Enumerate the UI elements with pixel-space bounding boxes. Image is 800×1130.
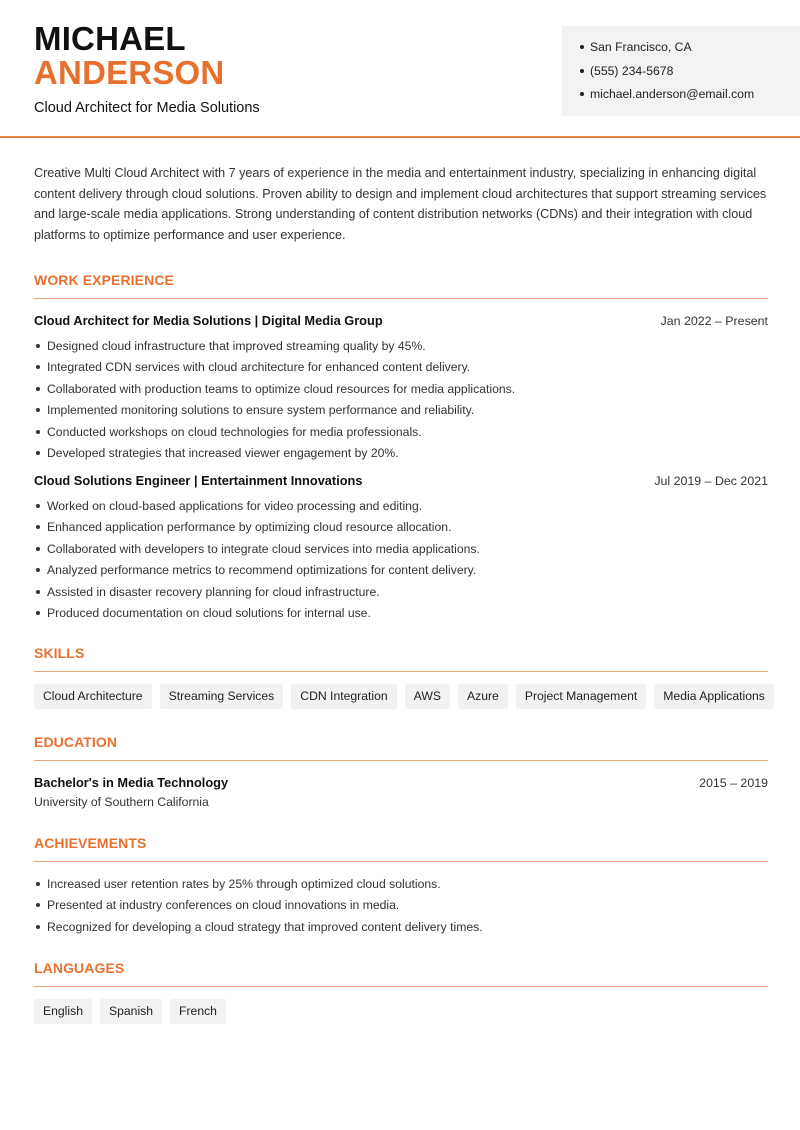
- job-bullet: Enhanced application performance by optimizing cloud resource allocation.: [34, 519, 768, 541]
- job-title: Cloud Architect for Media Solutions: [34, 100, 260, 116]
- section-title-work: WORK EXPERIENCE: [34, 272, 768, 299]
- skill-chip: AWS: [405, 684, 450, 709]
- section-title-languages: LANGUAGES: [34, 960, 768, 987]
- job-bullet: Conducted workshops on cloud technologies for media professionals.: [34, 424, 768, 446]
- job-dates: Jan 2022 – Present: [660, 313, 768, 328]
- last-name: ANDERSON: [34, 54, 225, 91]
- job-bullet: Integrated CDN services with cloud architecture for enhanced content delivery.: [34, 359, 768, 381]
- skill-chip: Project Management: [516, 684, 646, 709]
- achievement-bullet: Increased user retention rates by 25% through optimized cloud solutions.: [34, 876, 768, 898]
- job-bullet: Collaborated with developers to integrate cloud services into media applications.: [34, 541, 768, 563]
- job-bullet: Worked on cloud-based applications for video processing and editing.: [34, 498, 768, 520]
- job-bullet: Implemented monitoring solutions to ensure system performance and reliability.: [34, 402, 768, 424]
- contact-phone: (555) 234-5678: [580, 63, 800, 87]
- achievement-bullet: Recognized for developing a cloud strategy that improved content delivery times.: [34, 919, 768, 941]
- job-role: Cloud Solutions Engineer | Entertainment Innovations: [34, 472, 363, 488]
- job-bullet: Developed strategies that increased viewer engagement by 20%.: [34, 445, 768, 467]
- work-experience-section: [34, 272, 768, 627]
- contact-box: [562, 26, 800, 116]
- skill-chip: CDN Integration: [291, 684, 396, 709]
- skills-list: [34, 684, 768, 709]
- education-years: 2015 – 2019: [699, 775, 768, 790]
- education-section: [34, 734, 768, 809]
- contact-email[interactable]: michael.anderson@email.com: [580, 86, 800, 110]
- section-title-education: EDUCATION: [34, 734, 768, 761]
- languages-list: [34, 999, 768, 1024]
- contact-location: San Francisco, CA: [580, 39, 800, 63]
- resume-body: [34, 163, 768, 1024]
- first-name: MICHAEL: [34, 20, 186, 57]
- skill-chip: Cloud Architecture: [34, 684, 152, 709]
- skills-section: [34, 645, 768, 709]
- skill-chip: Streaming Services: [160, 684, 284, 709]
- section-title-skills: SKILLS: [34, 645, 768, 672]
- job-dates: Jul 2019 – Dec 2021: [654, 473, 768, 488]
- school: University of Southern California: [34, 794, 209, 809]
- degree: Bachelor's in Media Technology: [34, 774, 229, 790]
- languages-section: [34, 960, 768, 1024]
- achievement-bullet: Presented at industry conferences on cloud innovations in media.: [34, 897, 768, 919]
- job-bullet: Designed cloud infrastructure that improved streaming quality by 45%.: [34, 338, 768, 360]
- job-entry: [34, 313, 768, 467]
- summary: Creative Multi Cloud Architect with 7 years of experience in the media and entertainment industry, specializing in enhancing digital content delivery through cloud solutions. Proven ability to design and implement cloud architectures that support streaming services and large-scale media applications. Strong understanding of content distribution networks (CDNs) and their integration with cloud platforms to optimize performance and user experience.: [34, 166, 767, 243]
- skill-chip: Azure: [458, 684, 508, 709]
- job-entry: [34, 473, 768, 627]
- skill-chip: Media Applications: [654, 684, 774, 709]
- achievements-section: [34, 835, 768, 941]
- job-bullet: Collaborated with production teams to optimize cloud resources for media applications.: [34, 381, 768, 403]
- job-bullet: Analyzed performance metrics to recommend optimizations for content delivery.: [34, 562, 768, 584]
- language-chip: Spanish: [100, 999, 162, 1024]
- job-role: Cloud Architect for Media Solutions | Digital Media Group: [34, 312, 383, 328]
- full-name: [34, 22, 224, 90]
- resume-header: [0, 0, 800, 138]
- job-bullet: Assisted in disaster recovery planning for cloud infrastructure.: [34, 584, 768, 606]
- language-chip: English: [34, 999, 92, 1024]
- language-chip: French: [170, 999, 226, 1024]
- job-bullet: Produced documentation on cloud solutions for internal use.: [34, 605, 768, 627]
- section-title-achievements: ACHIEVEMENTS: [34, 835, 768, 862]
